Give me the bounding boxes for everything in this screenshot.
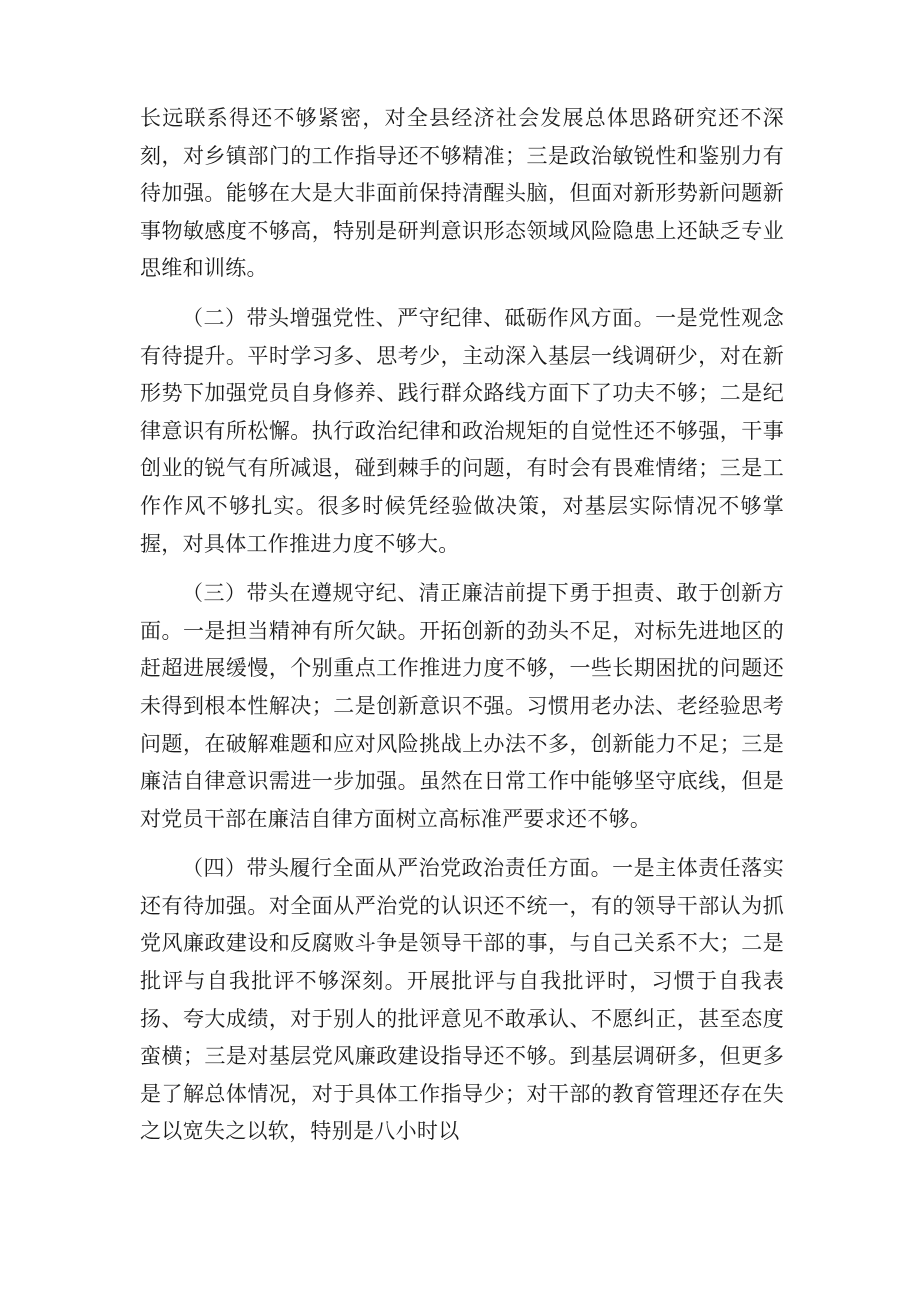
paragraph-continuation: 长远联系得还不够紧密，对全县经济社会发展总体思路研究还不深刻，对乡镇部门的工作指导还不够精准；三是政治敏锐性和鉴别力有待加强。能够在大是大非面前保持清醒头脑，但面对新形势新问题新事物敏感度不够高，特别是研判意识形态领域风险隐患上还缺乏专业思维和训练。 bbox=[140, 106, 784, 281]
paragraph-section-4: （四）带头履行全面从严治党政治责任方面。一是主体责任落实还有待加强。对全面从严治党的认识还不统一，有的领导干部认为抓党风廉政建设和反腐败斗争是领导干部的事，与自己关系不大；二是批评与自我批评不够深刻。开展批评与自我批评时，习惯于自我表扬、夸大成绩，对于别人的批评意见不敢承认、不愿纠正，甚至态度蛮横；三是对基层党风廉政建设指导还不够。到基层调研多，但更多是了解总体情况，对于具体工作指导少；对干部的教育管理还存在失之以宽失之以软，特别是八小时以 bbox=[140, 856, 784, 1144]
paragraph-section-3: （三）带头在遵规守纪、清正廉洁前提下勇于担责、敢于创新方面。一是担当精神有所欠缺。开拓创新的劲头不足，对标先进地区的赶超进展缓慢，个别重点工作推进力度不够，一些长期困扰的问题还未得到根本性解决；二是创新意识不强。习惯用老办法、老经验思考问题，在破解难题和应对风险挑战上办法不多，创新能力不足；三是廉洁自律意识需进一步加强。虽然在日常工作中能够坚守底线，但是对党员干部在廉洁自律方面树立高标准严要求还不够。 bbox=[140, 581, 784, 831]
document-body bbox=[140, 100, 784, 1163]
paragraph-section-2: （二）带头增强党性、严守纪律、砥砺作风方面。一是党性观念有待提升。平时学习多、思考少，主动深入基层一线调研少，对在新形势下加强党员自身修养、践行群众路线方面下了功夫不够；二是纪律意识有所松懈。执行政治纪律和政治规矩的自觉性还不够强，干事创业的锐气有所减退，碰到棘手的问题，有时会有畏难情绪；三是工作作风不够扎实。很多时候凭经验做决策，对基层实际情况不够掌握，对具体工作推进力度不够大。 bbox=[140, 305, 784, 556]
